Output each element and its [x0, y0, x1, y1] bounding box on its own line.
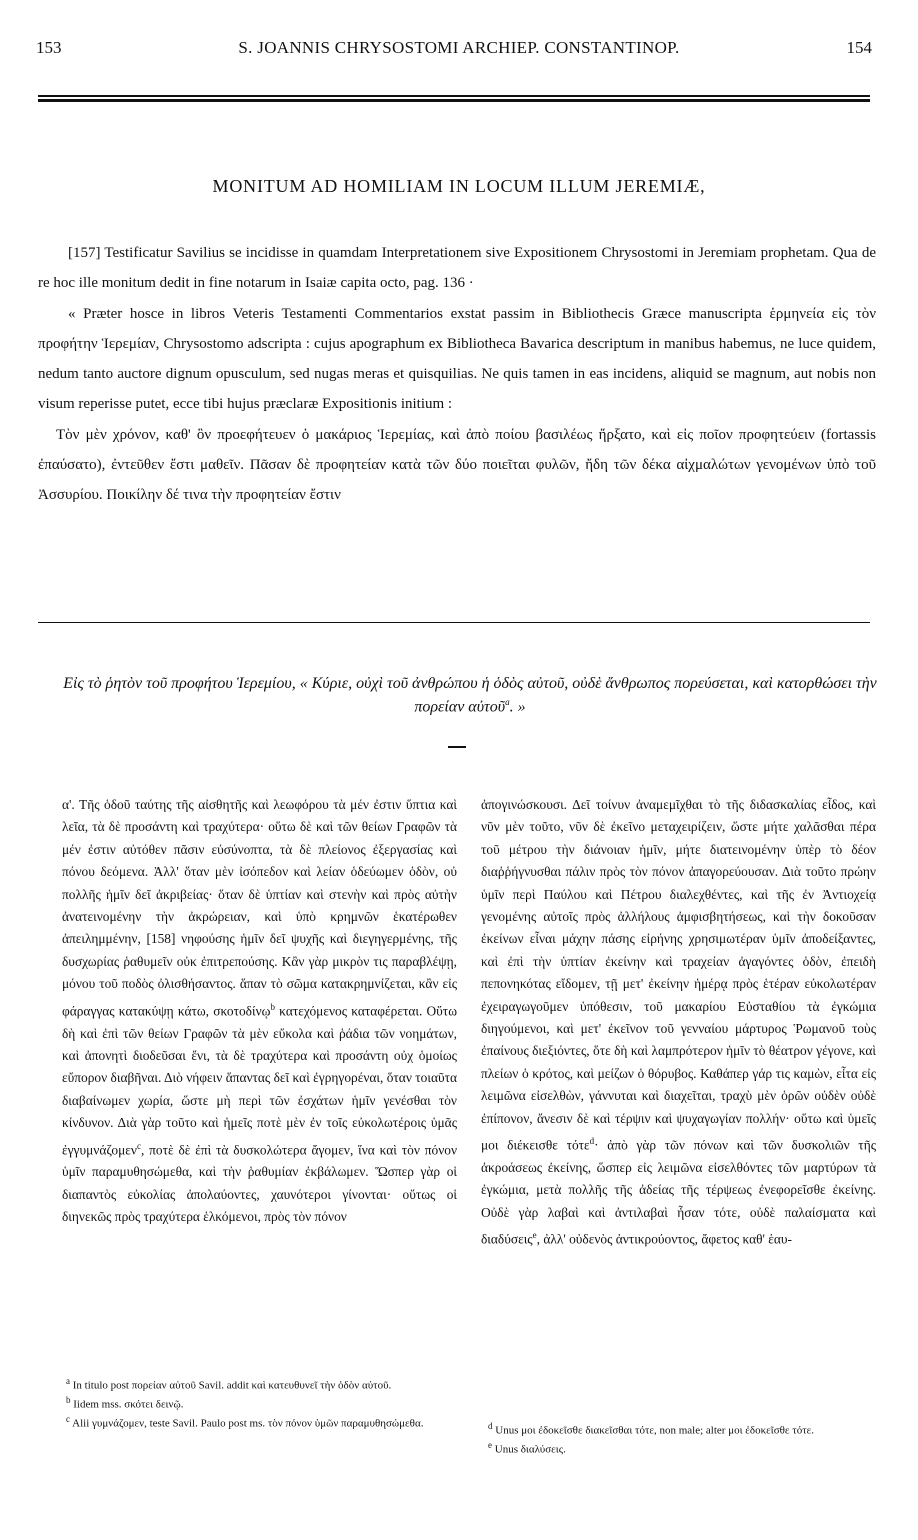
column-right-text-3: , ἀλλ' οὐδενὸς ἀντικρούοντος, ἄφετος καθ' ἑαυ- [536, 1231, 793, 1247]
footnote [66, 1412, 466, 1431]
title-dash [448, 746, 466, 748]
column-left-text-3: , ποτὲ δὲ ἐπὶ τὰ δυσκολώτερα ἄγομεν, ἵνα καὶ τὸν πόνον ὑμῖν παραμυθησώμεθα, καὶ τὴν ῥαθυμίαν ἐκβάλωμεν. Ὥσπερ γὰρ οἱ διαπαντὸς εὐκολίας ἀπολαύοντες, χαυνότεροι γίνονται· οὕτως οἱ διηνεκῶς πρὸς τραχύτερα ἑλκόμενοι, πρὸς τὸν πόνον [62, 1142, 457, 1225]
text-column-right [481, 794, 876, 1251]
footnote-text: In titulo post πορείαν αὐτοῦ Savil. addit καὶ κατευθυνεῖ τὴν ὁδὸν αὐτοῦ. [72, 1379, 392, 1392]
header-rule-thin [38, 95, 870, 97]
header-rule-thick [38, 99, 870, 102]
column-right-text-1: ἀπογινώσκουσι. Δεῖ τοίνυν ἀναμεμῖχθαι τὸ τῆς διδασκαλίας εἶδος, καὶ νῦν μὲν τοῦτο, νῦν δὲ ἐκεῖνο μεταχειρίζειν, ὥστε μήτε χαλᾶσθαι πέρα τοῦ μέτρου τὴν διάνοιαν ἡμῖν, μήτε διατεινομένην ὑπὲρ τὸ δέον διαῤῥήγνυσθαι πάλιν πρὸς τὸν πόνον ἀπαγορεύουσαν. Διὰ τοῦτο πρώην ὑμῖν περὶ Παύλου καὶ Πέτρου διαλεχθέντες, καὶ τῆς ἐν Ἀντιοχείᾳ γενομένης αὐτοῖς πρὸς ἀλλήλους ἀμφισβητήσεως, καὶ τὴν δοκοῦσαν ἐκείνων εἶναι μάχην πάσης εἰρήνης χρησιμωτέραν ὑμῖν ἀποδείξαντες, καὶ ἐπὶ τὴν ὑπτίαν ἐκείνην καὶ τραχείαν ἀγαγόντες ὁδὸν, ἐπειδὴ πεπονηκότας εἴδομεν, τῇ μετ' ἐκείνην ἡμέρᾳ πρὸς ἑτέραν εὐκολωτέραν ἐχειραγωγοῦμεν ὑπόθεσιν, τοῦ μακαρίου Εὐσταθίου τὰ ἐγκώμια διηγούμενοι, καὶ μετ' ἐκεῖνον τοῦ γενναίου μάρτυρος Ῥωμανοῦ τοὺς ἐπαίνους διεξιόντες, ὅτε δὴ καὶ λαμπρότερον ἡμῖν τὸ θέατρον γέγονε, καὶ πλείων ὁ κρότος, καὶ μείζων ὁ θόρυβος. Καθάπερ γάρ τις καμὼν, εἶτα εἰς λειμῶνα εἰσελθὼν, γάννυται καὶ διαχεῖται, τραχὺ μὲν ὁρῶν οὐδὲν οὐδὲ ἐπίπονον, ἄνεσιν δὲ καὶ τέρψιν καὶ ψυχαγωγίαν πολλήν· οὕτω καὶ ὑμεῖς μοι διέκεισθε τότε [481, 797, 876, 1153]
running-title: S. JOANNIS CHRYSOSTOMI ARCHIEP. CONSTANTINOP. [238, 38, 680, 57]
footnotes-right [488, 1419, 888, 1457]
monitum-text [38, 238, 876, 511]
footnote [66, 1374, 466, 1393]
column-left-text-2: κατεχόμενος καταφέρεται. Οὕτω δὴ καὶ ἐπὶ τῶν θείων Γραφῶν τὰ μὲν εὔκολα καὶ ῥάδια τῶν νοημάτων, καὶ ἀπονητὶ διοδεῦσαι ἔνι, τὰ δὲ τραχύτερα καὶ προσάντη οὐχ ὁμοίως εὔπορον διαβῆναι. Διὸ νήφειν ἅπαντας δεῖ καὶ ἐγρηγορέναι, ὅταν τοιαῦτα διαβαίνωμεν χωρία, ὥστε μὴ περὶ τῶν ἐσχάτων ἡμῖν γενέσθαι τὸν κίνδυνον. Διὰ γὰρ τοῦτο καὶ ἡμεῖς ποτὲ μὲν ἐν τοῖς εὐκολωτέροις ὑμᾶς ἐγγυμνάζομεν [62, 1003, 458, 1158]
footnote-mark: e [488, 1440, 492, 1451]
footnote-text: Alii γυμνάζομεν, teste Savil. Paulo post ms. τὸν πόνον ὑμῶν παραμυθησώμεθα. [72, 1417, 424, 1430]
greek-quotation: Τὸν μὲν χρόνον, καθ' ὃν προεφήτευεν ὁ μακάριος Ἱερεμίας, καὶ ἀπὸ ποίου βασιλέως ἤρξατο, καὶ εἰς ποῖον προφητεύειν (fortassis ἐπαύσατο), ἐντεῦθεν ἔστι μαθεῖν. Πᾶσαν δὲ προφητείαν κατὰ τῶν δύο ποιεῖται φυλῶν, ἤδη τῶν δέκα αἰχμαλώτων γενομένων ὑπὸ τοῦ Ἀσσυρίου. Ποικίλην δέ τινα τὴν προφητείαν ἔστιν [38, 426, 876, 504]
monitum-paragraph-1: [157] Testificatur Savilius se incidisse in quamdam Interpretationem sive Expositionem Chrysostomi in Jeremiam prophetam. Qua de re hoc ille monitum dedit in fine notarum in Isaiæ capita octo, pag. 136 · [38, 245, 876, 292]
footnote [488, 1438, 888, 1457]
homily-title-text: Εἰς τὸ ῥητὸν τοῦ προφήτου Ἱερεμίου, « Κύριε, οὐχὶ τοῦ ἀνθρώπου ἡ ὁδὸς αὐτοῦ, οὐδὲ ἄνθρωπος πορεύσεται, καὶ κατορθώσει τὴν πορείαν αὐτοῦ [63, 675, 877, 716]
footnote-mark-a: a [505, 697, 510, 707]
monitum-paragraph-2: « Præter hosce in libros Veteris Testamenti Commentarios exstat passim in Bibliothecis Græce manuscripta ἑρμηνεία εἰς τὸν προφήτην Ἱερεμίαν, Chrysostomo adscripta : cujus apographum ex Bibliotheca Bavarica descriptum in manibus habemus, ne luce quidem, nedum tanto auctore dignum opusculum, sed nugas meras et quisquilias. Ne quis tamen in eas incidens, aliquid se magnum, aut nobis non visum reperisse putet, ecce tibi hujus præclaræ Expositionis initium : [38, 305, 876, 413]
section-rule [38, 622, 870, 623]
homily-title [60, 674, 880, 716]
footnote-mark-d: d [589, 1136, 595, 1147]
monitum-title: MONITUM AD HOMILIAM IN LOCUM ILLUM JEREMIÆ, [212, 176, 706, 196]
footnote-mark: d [488, 1421, 493, 1431]
footnote-text: Unus μοι ἐδοκεῖσθε διακεῖσθαι τότε, non male; alter μοι ἐδοκεῖσθε τότε. [495, 1424, 815, 1437]
footnote-text: Iidem mss. σκότει δεινῷ. [73, 1398, 184, 1411]
footnote-text: Unus διαλύσεις. [494, 1443, 566, 1456]
column-right-text-2: · ἀπὸ γὰρ τῶν πόνων καὶ τῶν δυσκολιῶν τῆς ἀκροάσεως ἐκείνης, ὥσπερ εἰς λειμῶνα εἰσελθόντες τῶν μαρτύρων τὰ ἐγκώμια, μετὰ πολλῆς τῆς ἀδείας τῆς τέρψεως ἐνεφορεῖσθε ἐκείνης. Οὐδὲ γὰρ λαβαὶ καὶ ἀντιλαβαὶ ἦσαν τότε, οὐδὲ παλαίσματα καὶ διαδύσεις [481, 1137, 876, 1247]
footnote [66, 1393, 466, 1412]
footnote-mark: a [66, 1376, 70, 1386]
footnote-mark: c [66, 1414, 70, 1425]
page-number-right: 154 [846, 38, 872, 57]
text-column-left [62, 794, 457, 1229]
homily-title-end: . » [509, 698, 526, 716]
footnote-mark-e: e [532, 1230, 537, 1241]
footnote [488, 1419, 888, 1438]
footnote-mark: b [66, 1395, 71, 1406]
column-left-text-1: α'. Τῆς ὁδοῦ ταύτης τῆς αἰσθητῆς καὶ λεωφόρου τὰ μέν ἐστιν ὕπτια καὶ λεῖα, τὰ δὲ προσάντη καὶ τραχύτερα· οὕτω δὲ καὶ τῶν θείων Γραφῶν τὰ μέν ἐστιν αὐτόθεν πᾶσιν εὐσύνοπτα, τὰ δὲ πλείονος ἐξεργασίας καὶ πόνου δεόμενα. Ἀλλ' ὅταν μὲν ἰσόπεδον καὶ λείαν ὁδεύωμεν ὁδὸν, οὐ πολλῆς ἡμῖν δεῖ ἀκριβείας· ὅταν δὲ ὑπτίαν καὶ στενὴν καὶ πρὸς αὐτὴν ἀνατεινομένην τὴν ἀκρώρειαν, καὶ ὑπὸ κρημνῶν ἑκατέρωθεν ἀπειλημμένην, [158] νηφούσης ἡμῖν δεῖ ψυχῆς καὶ διεγηγερμένης, τῆς δυσχωρίας ῥαθυμεῖν οὐκ ἐπιτρεπούσης. Κἂν γὰρ μικρὸν τις παραβλέψῃ, μόνου τοῦ ποδὸς ὀλισθήσαντος. ἅπαν τὸ σῶμα κατακρημνίζεται, κἂν εἰς φάραγγας κατακύψῃ κάτω, σκοτοδίνῳ [62, 797, 457, 1019]
footnote-mark-b: b [270, 1001, 275, 1012]
page-number-left: 153 [36, 38, 62, 57]
footnotes-left [66, 1374, 466, 1431]
running-head [0, 38, 918, 62]
footnote-mark-c: c [136, 1140, 141, 1151]
